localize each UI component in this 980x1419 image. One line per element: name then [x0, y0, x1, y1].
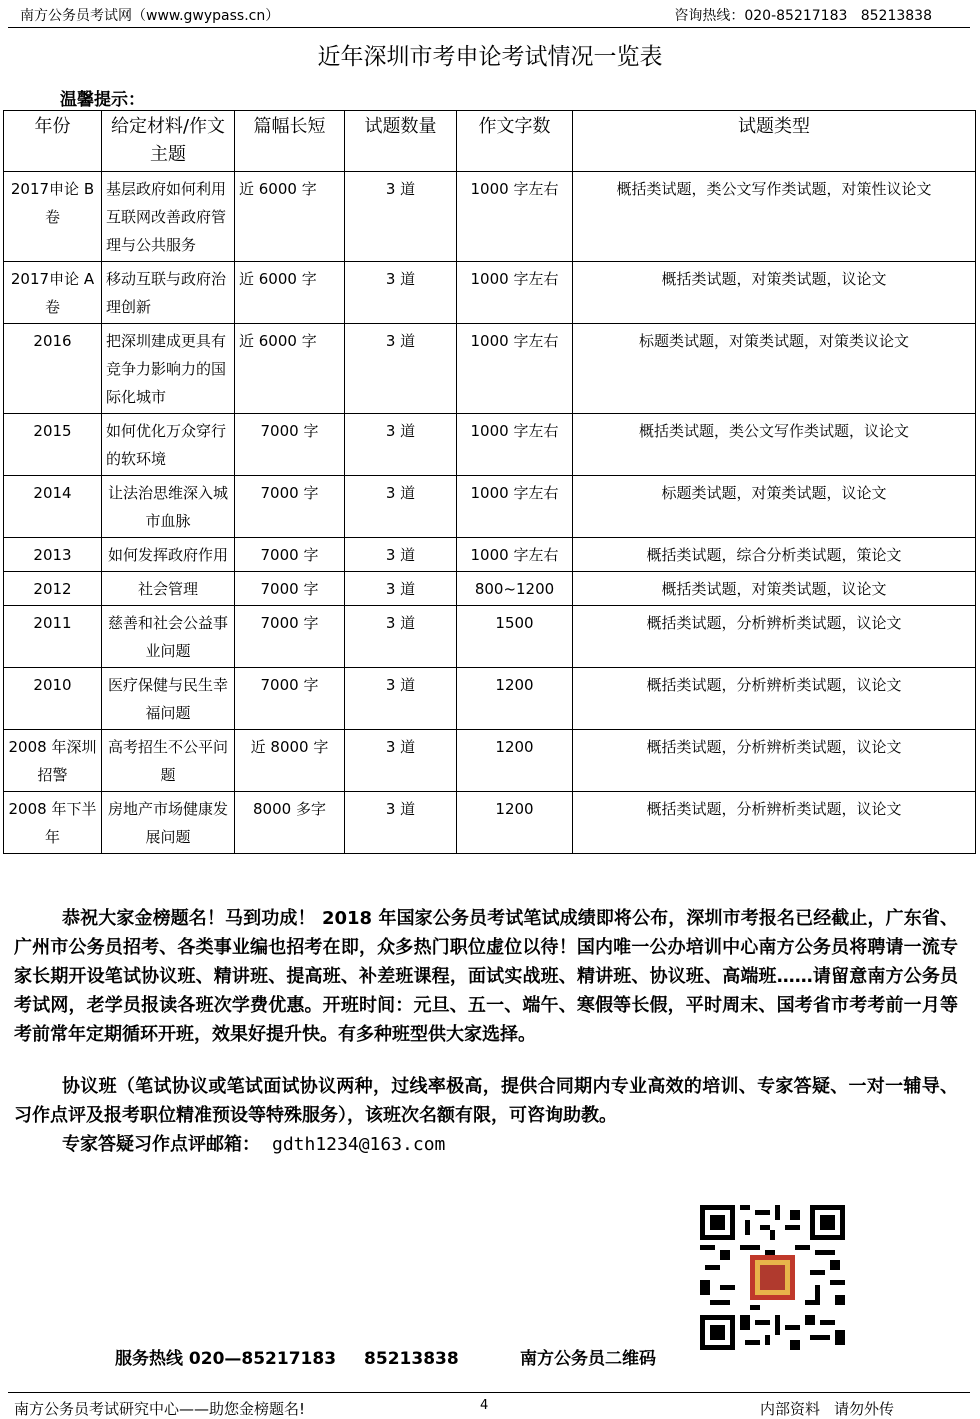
cell-topic: 房地产市场健康发展问题	[102, 792, 235, 854]
cell-type: 概括类试题，类公文写作类试题，议论文	[573, 414, 976, 476]
cell-year: 2013	[4, 538, 102, 572]
cell-count: 3 道	[345, 172, 457, 262]
cell-year: 2011	[4, 606, 102, 668]
cell-count: 3 道	[345, 606, 457, 668]
table-row	[4, 572, 976, 606]
agreement-class-paragraph: 协议班（笔试协议或笔试面试协议两种，过线率极高，提供合同期内专业高效的培训、专家答疑、一对一辅导、习作点评及报考职位精准预设等特殊服务），该班次名额有限，可咨询助教。	[14, 1076, 958, 1126]
cell-count: 3 道	[345, 414, 457, 476]
cell-length: 7000 字	[235, 476, 345, 538]
cell-length: 7000 字	[235, 538, 345, 572]
cell-count: 3 道	[345, 792, 457, 854]
cell-length: 7000 字	[235, 414, 345, 476]
cell-essay: 1000 字左右	[457, 414, 573, 476]
email-address: gdth1234@163.com	[272, 1134, 446, 1155]
header-site-name: 南方公务员考试网（www.gwypass.cn）	[20, 8, 280, 24]
cell-count: 3 道	[345, 262, 457, 324]
page-header	[0, 0, 980, 28]
tip-label: 温馨提示：	[60, 90, 145, 110]
table-row	[4, 730, 976, 792]
cell-topic: 慈善和社会公益事业问题	[102, 606, 235, 668]
cell-essay: 1500	[457, 606, 573, 668]
cell-length: 近 6000 字	[235, 172, 345, 262]
table-row	[4, 476, 976, 538]
service-hotline-label: 服务热线 020—85217183	[115, 1349, 337, 1369]
cell-type: 概括类试题，对策类试题，议论文	[573, 262, 976, 324]
cell-topic: 如何优化万众穿行的软环境	[102, 414, 235, 476]
cell-length: 近 6000 字	[235, 324, 345, 414]
header-type: 试题类型	[573, 111, 976, 172]
cell-essay: 1000 字左右	[457, 538, 573, 572]
footer-notice	[760, 1398, 894, 1419]
cell-type: 概括类试题，类公文写作类试题，对策性议论文	[573, 172, 976, 262]
cell-count: 3 道	[345, 572, 457, 606]
cell-essay: 1000 字左右	[457, 262, 573, 324]
header-rule	[8, 27, 970, 28]
table-row	[4, 414, 976, 476]
service-hotline	[115, 1344, 487, 1369]
cell-year: 2008 年深圳招警	[4, 730, 102, 792]
cell-type: 概括类试题，综合分析类试题，策论文	[573, 538, 976, 572]
cell-type: 标题类试题，对策类试题，对策类议论文	[573, 324, 976, 414]
header-count: 试题数量	[345, 111, 457, 172]
cell-length: 7000 字	[235, 572, 345, 606]
cell-topic: 让法治思维深入城市血脉	[102, 476, 235, 538]
cell-type: 概括类试题，对策类试题，议论文	[573, 572, 976, 606]
cell-count: 3 道	[345, 324, 457, 414]
promo-paragraph: 恭祝大家金榜题名！马到功成！ 2018 年国家公务员考试笔试成绩即将公布，深圳市考报名已经截止，广东省、广州市公务员招考、各类事业编也招考在即，众多热门职位虚位以待！国内唯一公办培训中心南方公务员将聘请一流专家长期开设笔试协议班、精讲班、提高班、补差班课程，面试实战班、精讲班、协议班、高端班……请留意南方公务员考试网，老学员报读各班次学费优惠。开班时间：元旦、五一、端午、寒假等长假，平时周末、国考省市考考前一月等考前常年定期循环开班，效果好提升快。有多种班型供大家选择。	[14, 908, 958, 1045]
table-row	[4, 324, 976, 414]
table-header-row	[4, 111, 976, 172]
page-title: 近年深圳市考申论考试情况一览表	[317, 44, 663, 70]
header-length: 篇幅长短	[235, 111, 345, 172]
header-year: 年份	[4, 111, 102, 172]
table-row	[4, 668, 976, 730]
footer-slogan: 南方公务员考试研究中心——助您金榜题名!	[14, 1400, 306, 1418]
table-row	[4, 262, 976, 324]
cell-essay: 1000 字左右	[457, 324, 573, 414]
header-topic: 给定材料/作文主题	[102, 111, 235, 172]
cell-topic: 社会管理	[102, 572, 235, 606]
cell-year: 2012	[4, 572, 102, 606]
page-number: 4	[480, 1398, 489, 1413]
cell-count: 3 道	[345, 476, 457, 538]
footer-no-distribute-label: 请勿外传	[834, 1400, 895, 1418]
cell-year: 2008 年下半年	[4, 792, 102, 854]
cell-length: 7000 字	[235, 668, 345, 730]
header-hotline-label: 咨询热线：	[674, 8, 745, 24]
qr-code-icon	[700, 1205, 845, 1350]
cell-topic: 移动互联与政府治理创新	[102, 262, 235, 324]
cell-year: 2016	[4, 324, 102, 414]
cell-topic: 把深圳建成更具有竞争力影响力的国际化城市	[102, 324, 235, 414]
cell-year: 2017申论 A 卷	[4, 262, 102, 324]
cell-length: 近 8000 字	[235, 730, 345, 792]
header-hotline	[674, 5, 932, 25]
email-line	[62, 1130, 942, 1159]
cell-essay: 1000 字左右	[457, 172, 573, 262]
email-label: 专家答疑习作点评邮箱：	[62, 1134, 260, 1155]
cell-year: 2015	[4, 414, 102, 476]
cell-type: 概括类试题，分析辨析类试题，议论文	[573, 792, 976, 854]
cell-year: 2014	[4, 476, 102, 538]
cell-type: 标题类试题，对策类试题，议论文	[573, 476, 976, 538]
cell-essay: 1200	[457, 668, 573, 730]
cell-length: 近 6000 字	[235, 262, 345, 324]
cell-type: 概括类试题，分析辨析类试题，议论文	[573, 668, 976, 730]
cell-length: 8000 多字	[235, 792, 345, 854]
cell-topic: 基层政府如何利用互联网改善政府管理与公共服务	[102, 172, 235, 262]
cell-essay: 1200	[457, 792, 573, 854]
header-essay: 作文字数	[457, 111, 573, 172]
cell-essay: 1000 字左右	[457, 476, 573, 538]
footer-internal-label: 内部资料	[760, 1400, 821, 1418]
table-row	[4, 606, 976, 668]
cell-count: 3 道	[345, 730, 457, 792]
qr-caption: 南方公务员二维码	[520, 1349, 656, 1369]
cell-type: 概括类试题，分析辨析类试题，议论文	[573, 730, 976, 792]
table-row	[4, 792, 976, 854]
cell-count: 3 道	[345, 538, 457, 572]
cell-year: 2010	[4, 668, 102, 730]
cell-topic: 如何发挥政府作用	[102, 538, 235, 572]
service-hotline-phone2: 85213838	[364, 1349, 459, 1369]
cell-topic: 医疗保健与民生幸福问题	[102, 668, 235, 730]
cell-essay: 800~1200	[457, 572, 573, 606]
cell-essay: 1200	[457, 730, 573, 792]
table-row	[4, 538, 976, 572]
exam-table	[3, 110, 976, 854]
cell-year: 2017申论 B 卷	[4, 172, 102, 262]
table-row	[4, 172, 976, 262]
header-phones: 020-85217183 85213838	[744, 8, 932, 24]
cell-topic: 高考招生不公平问题	[102, 730, 235, 792]
cell-type: 概括类试题，分析辨析类试题，议论文	[573, 606, 976, 668]
cell-length: 7000 字	[235, 606, 345, 668]
cell-count: 3 道	[345, 668, 457, 730]
footer-rule	[8, 1392, 970, 1393]
